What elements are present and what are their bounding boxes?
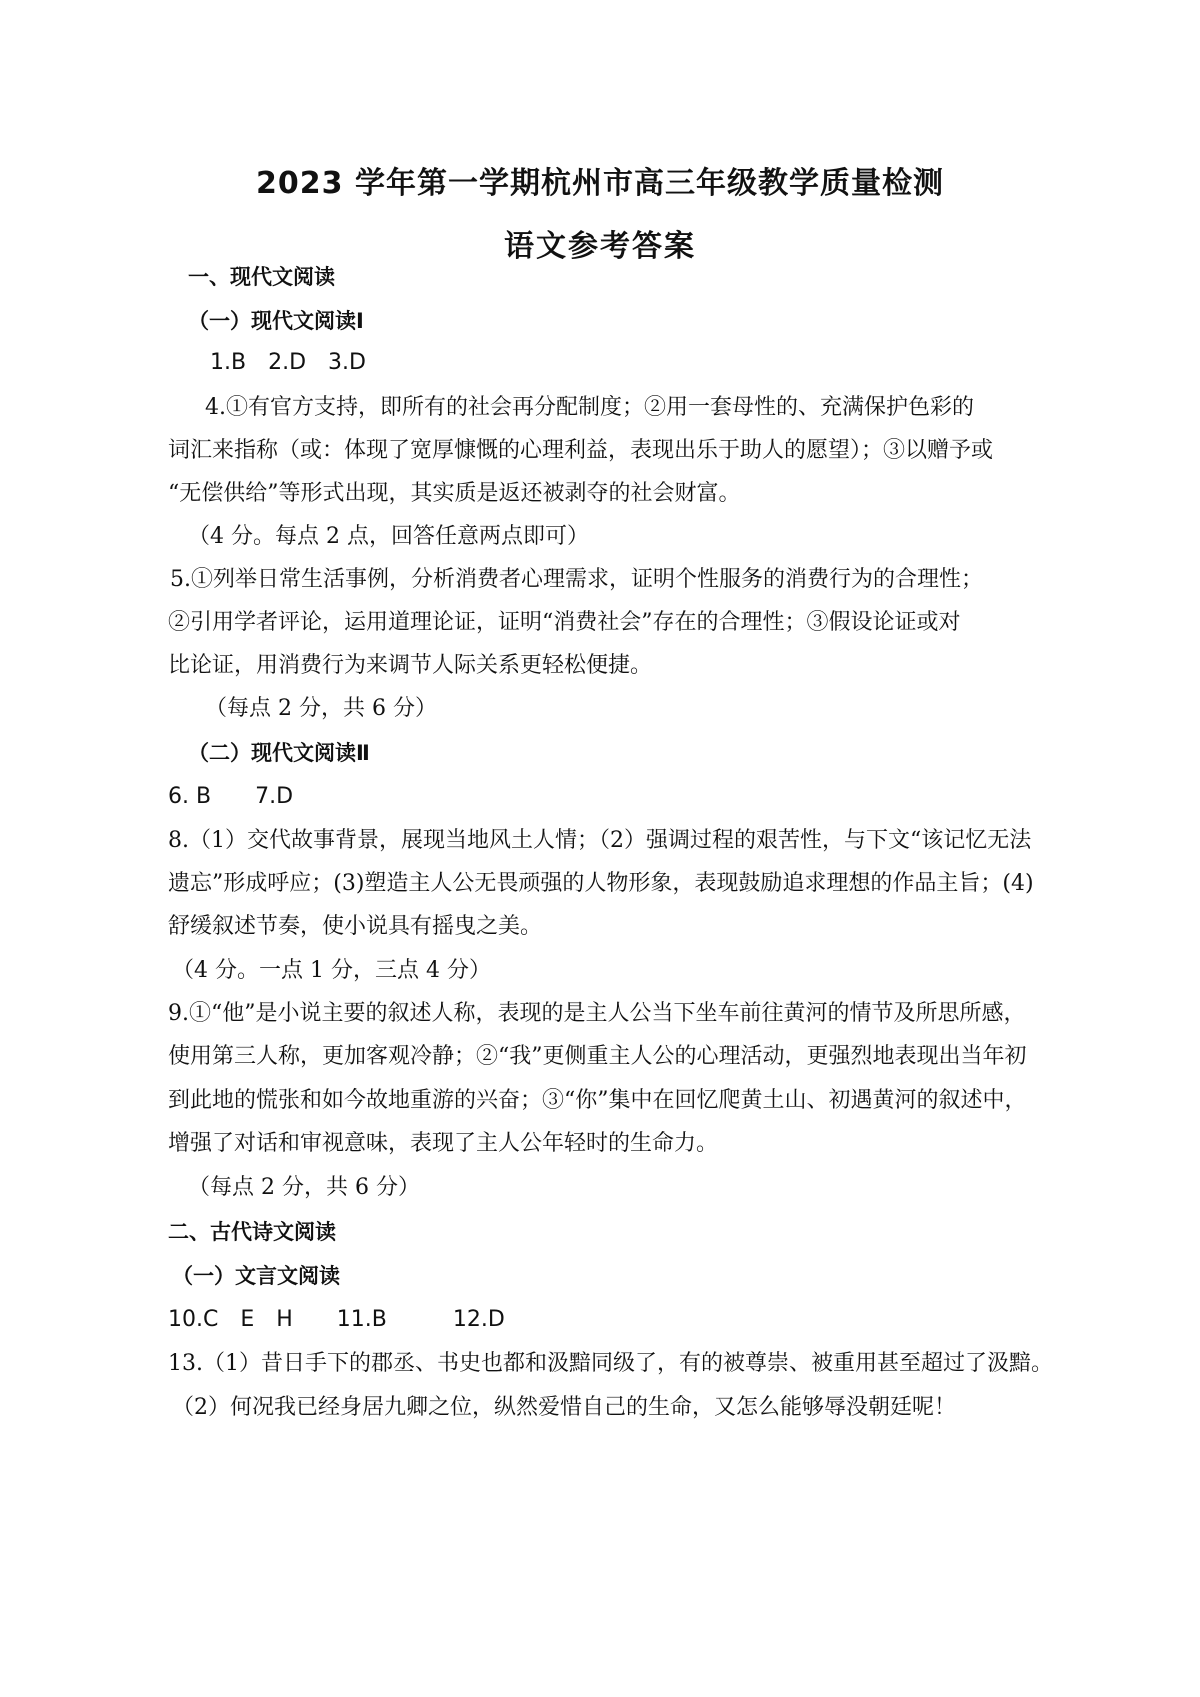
q8-answer-line: 遗忘”形成呼应；(3)塑造主人公无畏顽强的人物形象，表现鼓励追求理想的作品主旨；(4)	[168, 871, 1034, 896]
section-heading-modern-reading: 一、现代文阅读	[188, 265, 335, 289]
q8-score-note: （4 分。一点 1 分，三点 4 分）	[172, 958, 491, 983]
subsection-heading-classical-prose: （一）文言文阅读	[172, 1264, 340, 1288]
subsection-heading-modern-reading-2: （二）现代文阅读Ⅱ	[188, 741, 370, 765]
document-title: 2023 学年第一学期杭州市高三年级教学质量检测	[256, 166, 944, 201]
q13-translation-1: 13.（1）昔日手下的郡丞、书史也都和汲黯同级了，有的被尊崇、被重用甚至超过了汲黯。	[168, 1351, 1053, 1376]
mc-answers-1-3: 1.B 2.D 3.D	[210, 350, 366, 375]
q5-answer-line: ②引用学者评论，运用道理论证，证明“消费社会”存在的合理性；③假设论证或对	[168, 610, 961, 635]
q9-score-note: （每点 2 分，共 6 分）	[188, 1175, 420, 1200]
mc-answers-10-12: 10.C E H 11.B 12.D	[168, 1307, 505, 1332]
q8-answer-line: 舒缓叙述节奏，使小说具有摇曳之美。	[168, 914, 543, 939]
q8-answer-line: 8.（1）交代故事背景，展现当地风土人情；（2）强调过程的艰苦性，与下文“该记忆无法	[168, 828, 1032, 853]
q4-answer-line: “无偿供给”等形式出现，其实质是返还被剥夺的社会财富。	[168, 481, 741, 506]
q5-answer-line: 5.①列举日常生活事例，分析消费者心理需求，证明个性服务的消费行为的合理性；	[170, 567, 983, 592]
q13-translation-2: （2）何况我已经身居九卿之位，纵然爱惜自己的生命，又怎么能够辱没朝廷呢！	[172, 1395, 956, 1420]
section-heading-classical-reading: 二、古代诗文阅读	[168, 1220, 336, 1244]
q9-answer-line: 增强了对话和审视意味，表现了主人公年轻时的生命力。	[168, 1131, 719, 1156]
q9-answer-line: 到此地的慌张和如今故地重游的兴奋；③“你”集中在回忆爬黄土山、初遇黄河的叙述中，	[168, 1088, 1027, 1113]
q4-score-note: （4 分。每点 2 点，回答任意两点即可）	[188, 524, 589, 549]
document-subtitle: 语文参考答案	[504, 229, 696, 264]
mc-answers-6-7: 6. B 7.D	[168, 784, 294, 809]
q5-score-note: （每点 2 分，共 6 分）	[205, 696, 437, 721]
q9-answer-line: 使用第三人称，更加客观冷静；②“我”更侧重主人公的心理活动，更强烈地表现出当年初	[168, 1044, 1027, 1069]
q5-answer-line: 比论证，用消费行为来调节人际关系更轻松便捷。	[168, 653, 653, 678]
q4-answer-line: 4.①有官方支持，即所有的社会再分配制度；②用一套母性的、充满保护色彩的	[205, 395, 974, 420]
q4-answer-line: 词汇来指称（或：体现了宽厚慷慨的心理利益，表现出乐于助人的愿望）；③以赠予或	[168, 438, 994, 463]
q9-answer-line: 9.①“他”是小说主要的叙述人称，表现的是主人公当下坐车前往黄河的情节及所思所感，	[168, 1001, 1026, 1026]
subsection-heading-modern-reading-1: （一）现代文阅读Ⅰ	[188, 309, 364, 333]
